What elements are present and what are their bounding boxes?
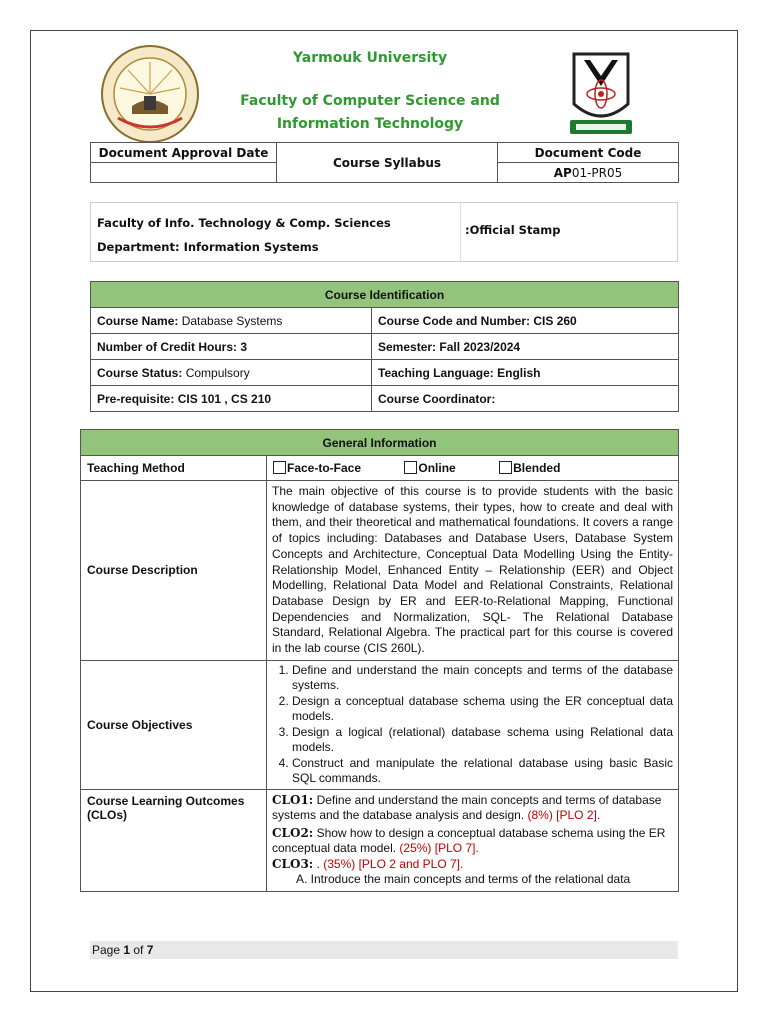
objective-item: 4. Construct and manipulate the relational database using basic Basic SQL commands. bbox=[292, 756, 673, 787]
objective-item: 3. Design a logical (relational) database schema using Relational data models. bbox=[292, 725, 673, 756]
clo2-text: Show how to design a conceptual database schema using the ER conceptual data model. bbox=[272, 825, 666, 856]
university-seal-logo bbox=[100, 44, 200, 144]
face-to-face-label: Face-to-Face bbox=[287, 461, 362, 475]
general-information-heading: General Information bbox=[81, 430, 679, 456]
objective-item: 1. Define and understand the main concepts and terms of the database systems. bbox=[292, 663, 673, 694]
course-description-label: Course Description bbox=[81, 481, 267, 661]
course-objectives-label: Course Objectives bbox=[81, 660, 267, 789]
course-identification-heading: Course Identification bbox=[91, 282, 679, 308]
blended-checkbox[interactable] bbox=[499, 461, 512, 474]
course-objectives-cell bbox=[267, 660, 679, 789]
page-of: of bbox=[130, 943, 147, 957]
course-name-cell bbox=[91, 308, 372, 334]
university-name: Yarmouk University bbox=[292, 50, 448, 66]
page-total: 7 bbox=[146, 943, 154, 957]
faculty-stamp-box bbox=[90, 202, 678, 262]
teaching-method-options bbox=[267, 456, 679, 481]
clo3-reference: (35%) [PLO 2 and PLO 7]. bbox=[323, 856, 464, 871]
online-checkbox[interactable] bbox=[404, 461, 417, 474]
course-status-label: Course Status: bbox=[97, 365, 183, 380]
course-name-value: Database Systems bbox=[178, 313, 283, 328]
clo2 bbox=[272, 826, 673, 857]
document-title: Course Syllabus bbox=[277, 143, 498, 183]
prerequisite-cell: Pre-requisite: CIS 101 , CS 210 bbox=[91, 386, 372, 412]
clo3-item-a: A. Introduce the main concepts and terms of the relational data bbox=[296, 872, 631, 887]
faculty-box-divider bbox=[460, 203, 461, 261]
faculty-label: Faculty of Info. Technology & Comp. Sciences bbox=[97, 216, 391, 230]
page-prefix: Page bbox=[92, 943, 124, 957]
approval-date-value bbox=[91, 163, 277, 183]
document-code-suffix: 01-PR05 bbox=[571, 165, 623, 180]
clo3-name: CLO3: bbox=[272, 856, 314, 871]
clo-cell bbox=[267, 789, 679, 891]
course-identification-table bbox=[90, 281, 679, 412]
course-objectives-list bbox=[272, 663, 673, 787]
document-code-value bbox=[498, 163, 679, 183]
official-stamp-label: :Official Stamp bbox=[465, 223, 561, 237]
method-blended[interactable] bbox=[499, 461, 560, 475]
faculty-name-line2: Information Technology bbox=[276, 116, 464, 132]
clo1-name: CLO1: bbox=[272, 792, 314, 807]
course-name-label: Course Name: bbox=[97, 313, 179, 328]
page-current: 1 bbox=[123, 943, 131, 957]
clo1-text: Define and understand the main concepts and terms of database systems and the database analysis and design. bbox=[272, 792, 662, 823]
teaching-language-cell: Teaching Language: English bbox=[372, 360, 679, 386]
document-approval-table bbox=[90, 142, 679, 183]
approval-date-label: Document Approval Date bbox=[91, 143, 277, 163]
clo-label: Course Learning Outcomes (CLOs) bbox=[81, 789, 267, 891]
department-label: Department: Information Systems bbox=[97, 240, 319, 254]
semester-cell: Semester: Fall 2023/2024 bbox=[372, 334, 679, 360]
general-information-table bbox=[80, 429, 679, 892]
clo3 bbox=[272, 857, 673, 873]
course-description-text: The main objective of this course is to provide students with the basic knowledge of database systems, their types, how to create and deal with them, and their theoretical and mathematical foundations. It covers a range of topics including: Databases and Database Users, Database System Concepts and Architecture, Conceptual Data Modelling Using the Entity-Relationship Model, Enhanced Entity – Relationship (EER) and Object Modelling, Relational Data Model and Relational Constraints, Relational Database Design by ER and EER-to-Relational Mapping, Functional Dependencies and Normalization, SQL- The Relational Database Standard, Relational Algebra. The practical part for this course is covered in the lab course (CIS 260L). bbox=[267, 481, 679, 661]
faculty-name-line1: Faculty of Computer Science and bbox=[240, 93, 500, 109]
clo1 bbox=[272, 793, 673, 824]
clo2-name: CLO2: bbox=[272, 825, 314, 840]
page-footer bbox=[90, 941, 678, 959]
clo2-reference: (25%) [PLO 7]. bbox=[399, 841, 479, 856]
clo1-reference: (8%) [PLO 2]. bbox=[527, 808, 601, 823]
clo3-text: . bbox=[313, 856, 324, 871]
teaching-method-label: Teaching Method bbox=[81, 456, 267, 481]
course-code-cell: Course Code and Number: CIS 260 bbox=[372, 308, 679, 334]
university-emblem-logo bbox=[566, 48, 636, 140]
course-coordinator-cell: Course Coordinator: bbox=[372, 386, 679, 412]
credit-hours-cell: Number of Credit Hours: 3 bbox=[91, 334, 372, 360]
course-status-value: Compulsory bbox=[182, 365, 250, 380]
document-code-label: Document Code bbox=[498, 143, 679, 163]
objective-item: 2. Design a conceptual database schema using the ER conceptual data models. bbox=[292, 694, 673, 725]
blended-label: Blended bbox=[513, 461, 561, 475]
course-status-cell bbox=[91, 360, 372, 386]
method-online[interactable] bbox=[404, 461, 455, 475]
online-label: Online bbox=[418, 461, 456, 475]
document-code-prefix: AP bbox=[553, 165, 572, 180]
face-to-face-checkbox[interactable] bbox=[273, 461, 286, 474]
method-face-to-face[interactable] bbox=[273, 461, 361, 475]
